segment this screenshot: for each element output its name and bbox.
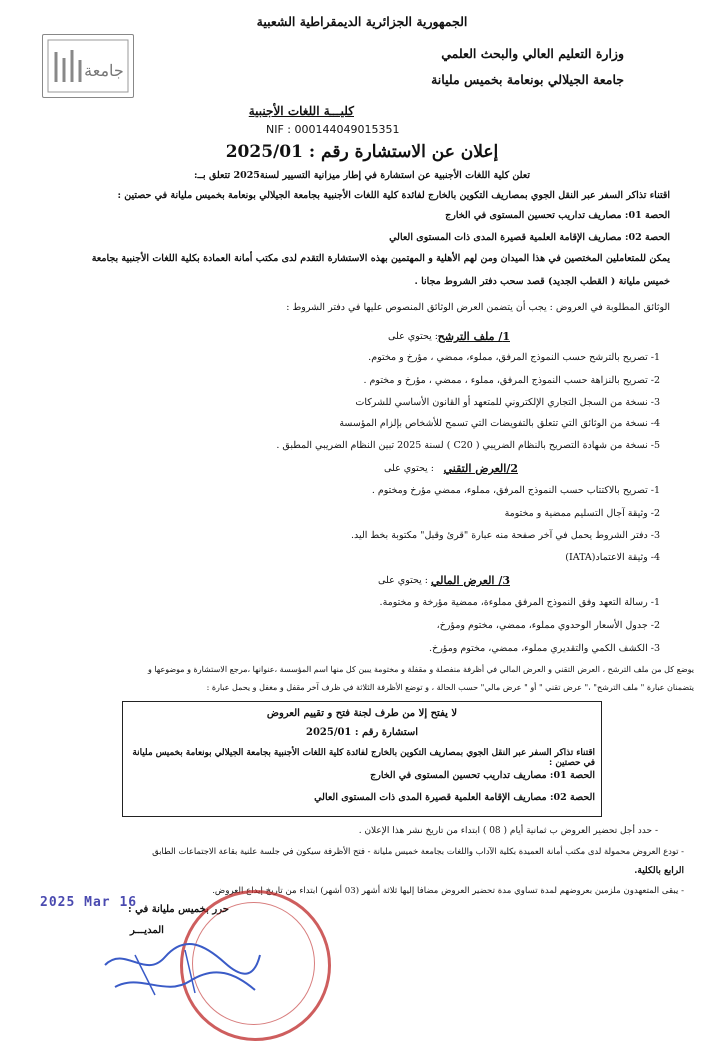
section-1-item-4: 4- نسخة من الوثائق التي تتعلق بالتفويضات التي تسمح للأشخاص بإلزام المؤسسة [339,418,660,429]
section-3-item-1: 1- رسالة التعهد وفق النموذج المرفق مملوءة، ممضية مؤرخة و مختومة. [379,597,660,608]
faculty-name: كليـــة اللغات الأجنبية [248,104,354,118]
university-logo [42,34,134,98]
footer-note-1: - حدد أجل تحضير العروض ب ثمانية أيام ( 08 ) ابتداء من تاريخ نشر هذا الإعلان . [358,826,658,836]
section-1-contains: : يحتوي على [388,331,438,342]
invite-line-2: خميس مليانة ( القطب الجديد) قصد سحب دفتر الشروط مجانا . [414,276,670,287]
section-3-item-2: 2- جدول الأسعار الوحدوي مملوء، ممضي، مختوم ومؤرخ، [436,620,660,631]
envelope-note-2: يتضمنان عبارة " ملف الترشح" ،" عرض تقني " أو " عرض مالي" حسب الحالة ، و توضع الأظرفة الثلاثة في ظرف آخر مقفل و مغفل و يحمل عبارة : [206,683,694,692]
box-line-4: الحصة 01: مصاريف تداريب تحسين المستوى في الخارج [370,770,595,781]
ministry-name: وزارة التعليم العالي والبحث العلمي [441,46,624,61]
section-2-item-2: 2- وثيقة آجال التسليم ممضية و مختومة [504,508,660,519]
republic-title: الجمهورية الجزائرية الديمقراطية الشعبية [256,14,468,29]
footer-note-2b: الرابع بالكلية. [634,866,684,876]
box-line-2: استشارة رقم : 2025/01 [305,727,419,738]
box-line-3: اقتناء تذاكر السفر عبر النقل الجوي بمصاريف التكوين بالخارج لفائدة كلية اللغات الأجنبية بجامعة الجيلالي بونعامة بخميس مليانة في حصتين : [132,748,595,768]
footer-note-2a: - تودع العروض محمولة لدى مكتب أمانة العميدة بكلية الآداب واللغات بجامعة خميس مليانة - فتح الأظرفة سيكون في جلسة علنية بقاعة الاجتماعات الطابق [152,846,684,856]
section-2-item-4: 4- وثيقة الاعتماد(IATA) [565,552,660,563]
university-logo-icon [46,38,130,94]
handwritten-signature-icon [95,935,265,1005]
section-1-heading: 1/ ملف الترشح [437,330,510,343]
footer-note-3: - يبقى المتعهدون ملزمين بعروضهم لمدة تساوي مدة تحضير العروض مضافا إليها ثلاثة أشهر (03 أشهر) ابتداء من تاريخ إيداع العروض. [212,886,684,896]
envelope-label-box [122,701,602,817]
box-line-5: الحصة 02: مصاريف الإقامة العلمية قصيرة المدى ذات المستوى العالي [314,792,595,803]
signature-director: المديـــر [130,925,164,936]
section-1-item-3: 3- نسخة من السجل التجاري الإلكتروني للمتعهد أو القانون الأساسي للشركات [355,397,660,408]
section-1-item-5: 5- نسخة من شهادة التصريح بالنظام الضريبي ( C20 ) لسنة 2025 تبين النظام الضريبي المطبق . [276,440,660,451]
nif-number: NIF : 000144049015351 [266,123,400,136]
university-name: جامعة الجيلالي بونعامة بخميس مليانة [431,72,624,87]
lot-2: الحصة 02: مصاريف الإقامة العلمية قصيرة المدى ذات المستوى العالي [389,232,670,243]
logo-text: جامعة [84,61,124,80]
section-2-item-1: 1- تصريح بالاكتتاب حسب النموذج المرفق، مملوء، ممضي مؤرخ ومختوم . [371,485,660,496]
intro-line-1: تعلن كلية اللغات الأجنبية عن استشارة في إطار ميزانية التسيير لسنة2025 تتعلق بــ: [193,170,531,181]
section-1-item-1: 1- تصريح بالترشح حسب النموذج المرفق، مملوء، ممضي ، مؤرخ و مختوم. [368,352,660,363]
section-2-contains: : يحتوي على [384,463,434,474]
date-stamp: 2025 Mar 16 [40,895,138,910]
signature-place: حرر بخميس مليانة في : [128,904,229,915]
section-3-item-3: 3- الكشف الكمي والتقديري مملوء، ممضي، مختوم ومؤرخ. [429,643,660,654]
invite-line-1: يمكن للمتعاملين المختصين في هذا الميدان ومن لهم الأهلية و المهتمين بهذه الاستشارة التقدم لدى مكتب أمانة العمادة بكلية اللغات الأجنبية بجامعة [91,253,670,264]
announcement-title: إعلان عن الاستشارة رقم : 2025/01 [225,142,499,162]
docs-required: الوثائق المطلوبة في العروض : يجب أن يتضمن العرض الوثائق المنصوص عليها في دفتر الشروط : [286,302,670,313]
section-1-item-2: 2- تصريح بالنزاهة حسب النموذج المرفق، مملوء ، ممضي ، مؤرخ و مختوم . [363,375,660,386]
section-3-heading: 3/ العرض المالي [430,574,510,587]
box-line-1: لا يفتح إلا من طرف لجنة فتح و تقييم العروض [266,708,458,719]
section-2-item-3: 3- دفتر الشروط يحمل في آخر صفحة منه عبارة "قرئ وقبل" مكتوبة بخط اليد. [350,530,660,541]
envelope-note-1: يوضع كل من ملف الترشح ، العرض التقني و العرض المالي في أظرفة منفصلة و مقفلة و مختومة يبين كل منها اسم المؤسسة ،عنوانها ،مرجع الاستشارة و موضوعها و [147,665,694,674]
lot-1: الحصة 01: مصاريف تداريب تحسين المستوى في الخارج [445,210,670,221]
section-2-heading: 2/العرض التقني [443,462,518,475]
intro-line-2: اقتناء تذاكر السفر عبر النقل الجوي بمصاريف التكوين بالخارج لفائدة كلية اللغات الأجنبية بجامعة الجيلالي بونعامة بخميس مليانة في حصتين : [117,190,670,201]
section-3-contains: : يحتوي على [378,575,428,586]
